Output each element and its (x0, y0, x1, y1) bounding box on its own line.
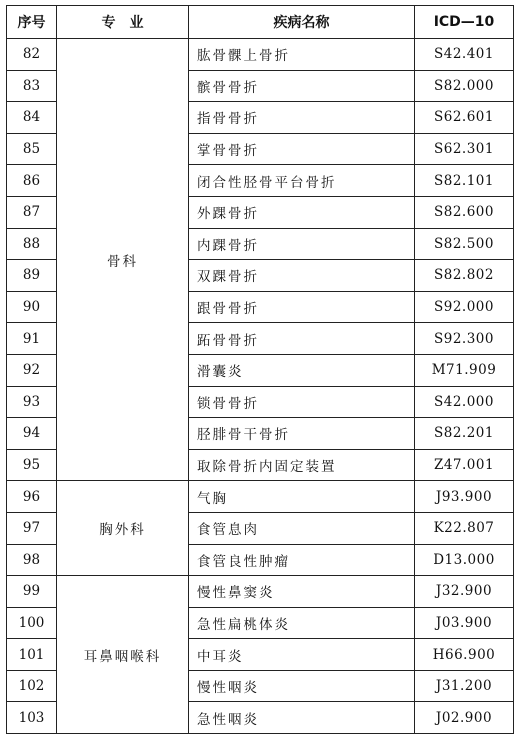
icd10-code: J31.200 (415, 670, 514, 702)
disease-name: 急性扁桃体炎 (189, 607, 415, 639)
disease-name: 髌骨骨折 (189, 70, 415, 102)
disease-name: 掌骨骨折 (189, 133, 415, 165)
department-cell: 骨科 (57, 39, 189, 481)
row-number: 102 (7, 670, 57, 702)
disease-name: 跖骨骨折 (189, 323, 415, 355)
disease-name: 双踝骨折 (189, 260, 415, 292)
icd10-code: K22.807 (415, 512, 514, 544)
header-name: 疾病名称 (189, 6, 415, 39)
row-number: 86 (7, 165, 57, 197)
icd10-code: J03.900 (415, 607, 514, 639)
table-row (7, 39, 514, 71)
disease-name: 内踝骨折 (189, 228, 415, 260)
icd10-code: S82.802 (415, 260, 514, 292)
icd10-code: S42.401 (415, 39, 514, 71)
disease-table (6, 5, 514, 734)
table-header-row (7, 6, 514, 39)
row-number: 89 (7, 260, 57, 292)
icd10-code: S82.201 (415, 418, 514, 450)
department-cell: 耳鼻咽喉科 (57, 576, 189, 734)
disease-name: 中耳炎 (189, 639, 415, 671)
icd10-code: S82.500 (415, 228, 514, 260)
row-number: 84 (7, 102, 57, 134)
disease-name: 急性咽炎 (189, 702, 415, 734)
icd10-code: Z47.001 (415, 449, 514, 481)
disease-name: 锁骨骨折 (189, 386, 415, 418)
icd10-code: J32.900 (415, 576, 514, 608)
header-no: 序号 (7, 6, 57, 39)
icd10-code: S62.601 (415, 102, 514, 134)
icd10-code: S92.300 (415, 323, 514, 355)
table-row (7, 481, 514, 513)
icd10-code: S82.101 (415, 165, 514, 197)
icd10-code: M71.909 (415, 354, 514, 386)
row-number: 99 (7, 576, 57, 608)
row-number: 96 (7, 481, 57, 513)
row-number: 88 (7, 228, 57, 260)
disease-name: 取除骨折内固定装置 (189, 449, 415, 481)
row-number: 97 (7, 512, 57, 544)
row-number: 103 (7, 702, 57, 734)
disease-name: 肱骨髁上骨折 (189, 39, 415, 71)
row-number: 82 (7, 39, 57, 71)
disease-name: 闭合性胫骨平台骨折 (189, 165, 415, 197)
icd10-code: D13.000 (415, 544, 514, 576)
row-number: 100 (7, 607, 57, 639)
department-cell: 胸外科 (57, 481, 189, 576)
icd10-code: S42.000 (415, 386, 514, 418)
header-dept: 专 业 (57, 6, 189, 39)
disease-name: 胫腓骨干骨折 (189, 418, 415, 450)
disease-name: 慢性鼻窦炎 (189, 576, 415, 608)
row-number: 91 (7, 323, 57, 355)
icd10-code: S92.000 (415, 291, 514, 323)
disease-name: 外踝骨折 (189, 196, 415, 228)
row-number: 94 (7, 418, 57, 450)
table-row (7, 576, 514, 608)
row-number: 95 (7, 449, 57, 481)
disease-name: 气胸 (189, 481, 415, 513)
icd10-code: J02.900 (415, 702, 514, 734)
icd10-code: S62.301 (415, 133, 514, 165)
icd10-code: S82.000 (415, 70, 514, 102)
row-number: 101 (7, 639, 57, 671)
header-code: ICD—10 (415, 6, 514, 39)
disease-name: 滑囊炎 (189, 354, 415, 386)
row-number: 90 (7, 291, 57, 323)
row-number: 92 (7, 354, 57, 386)
disease-name: 指骨骨折 (189, 102, 415, 134)
disease-name: 慢性咽炎 (189, 670, 415, 702)
disease-name: 食管息肉 (189, 512, 415, 544)
row-number: 87 (7, 196, 57, 228)
icd10-code: J93.900 (415, 481, 514, 513)
disease-name: 食管良性肿瘤 (189, 544, 415, 576)
icd10-code: H66.900 (415, 639, 514, 671)
row-number: 98 (7, 544, 57, 576)
row-number: 83 (7, 70, 57, 102)
icd10-code: S82.600 (415, 196, 514, 228)
table-body (7, 39, 514, 734)
row-number: 85 (7, 133, 57, 165)
disease-name: 跟骨骨折 (189, 291, 415, 323)
row-number: 93 (7, 386, 57, 418)
